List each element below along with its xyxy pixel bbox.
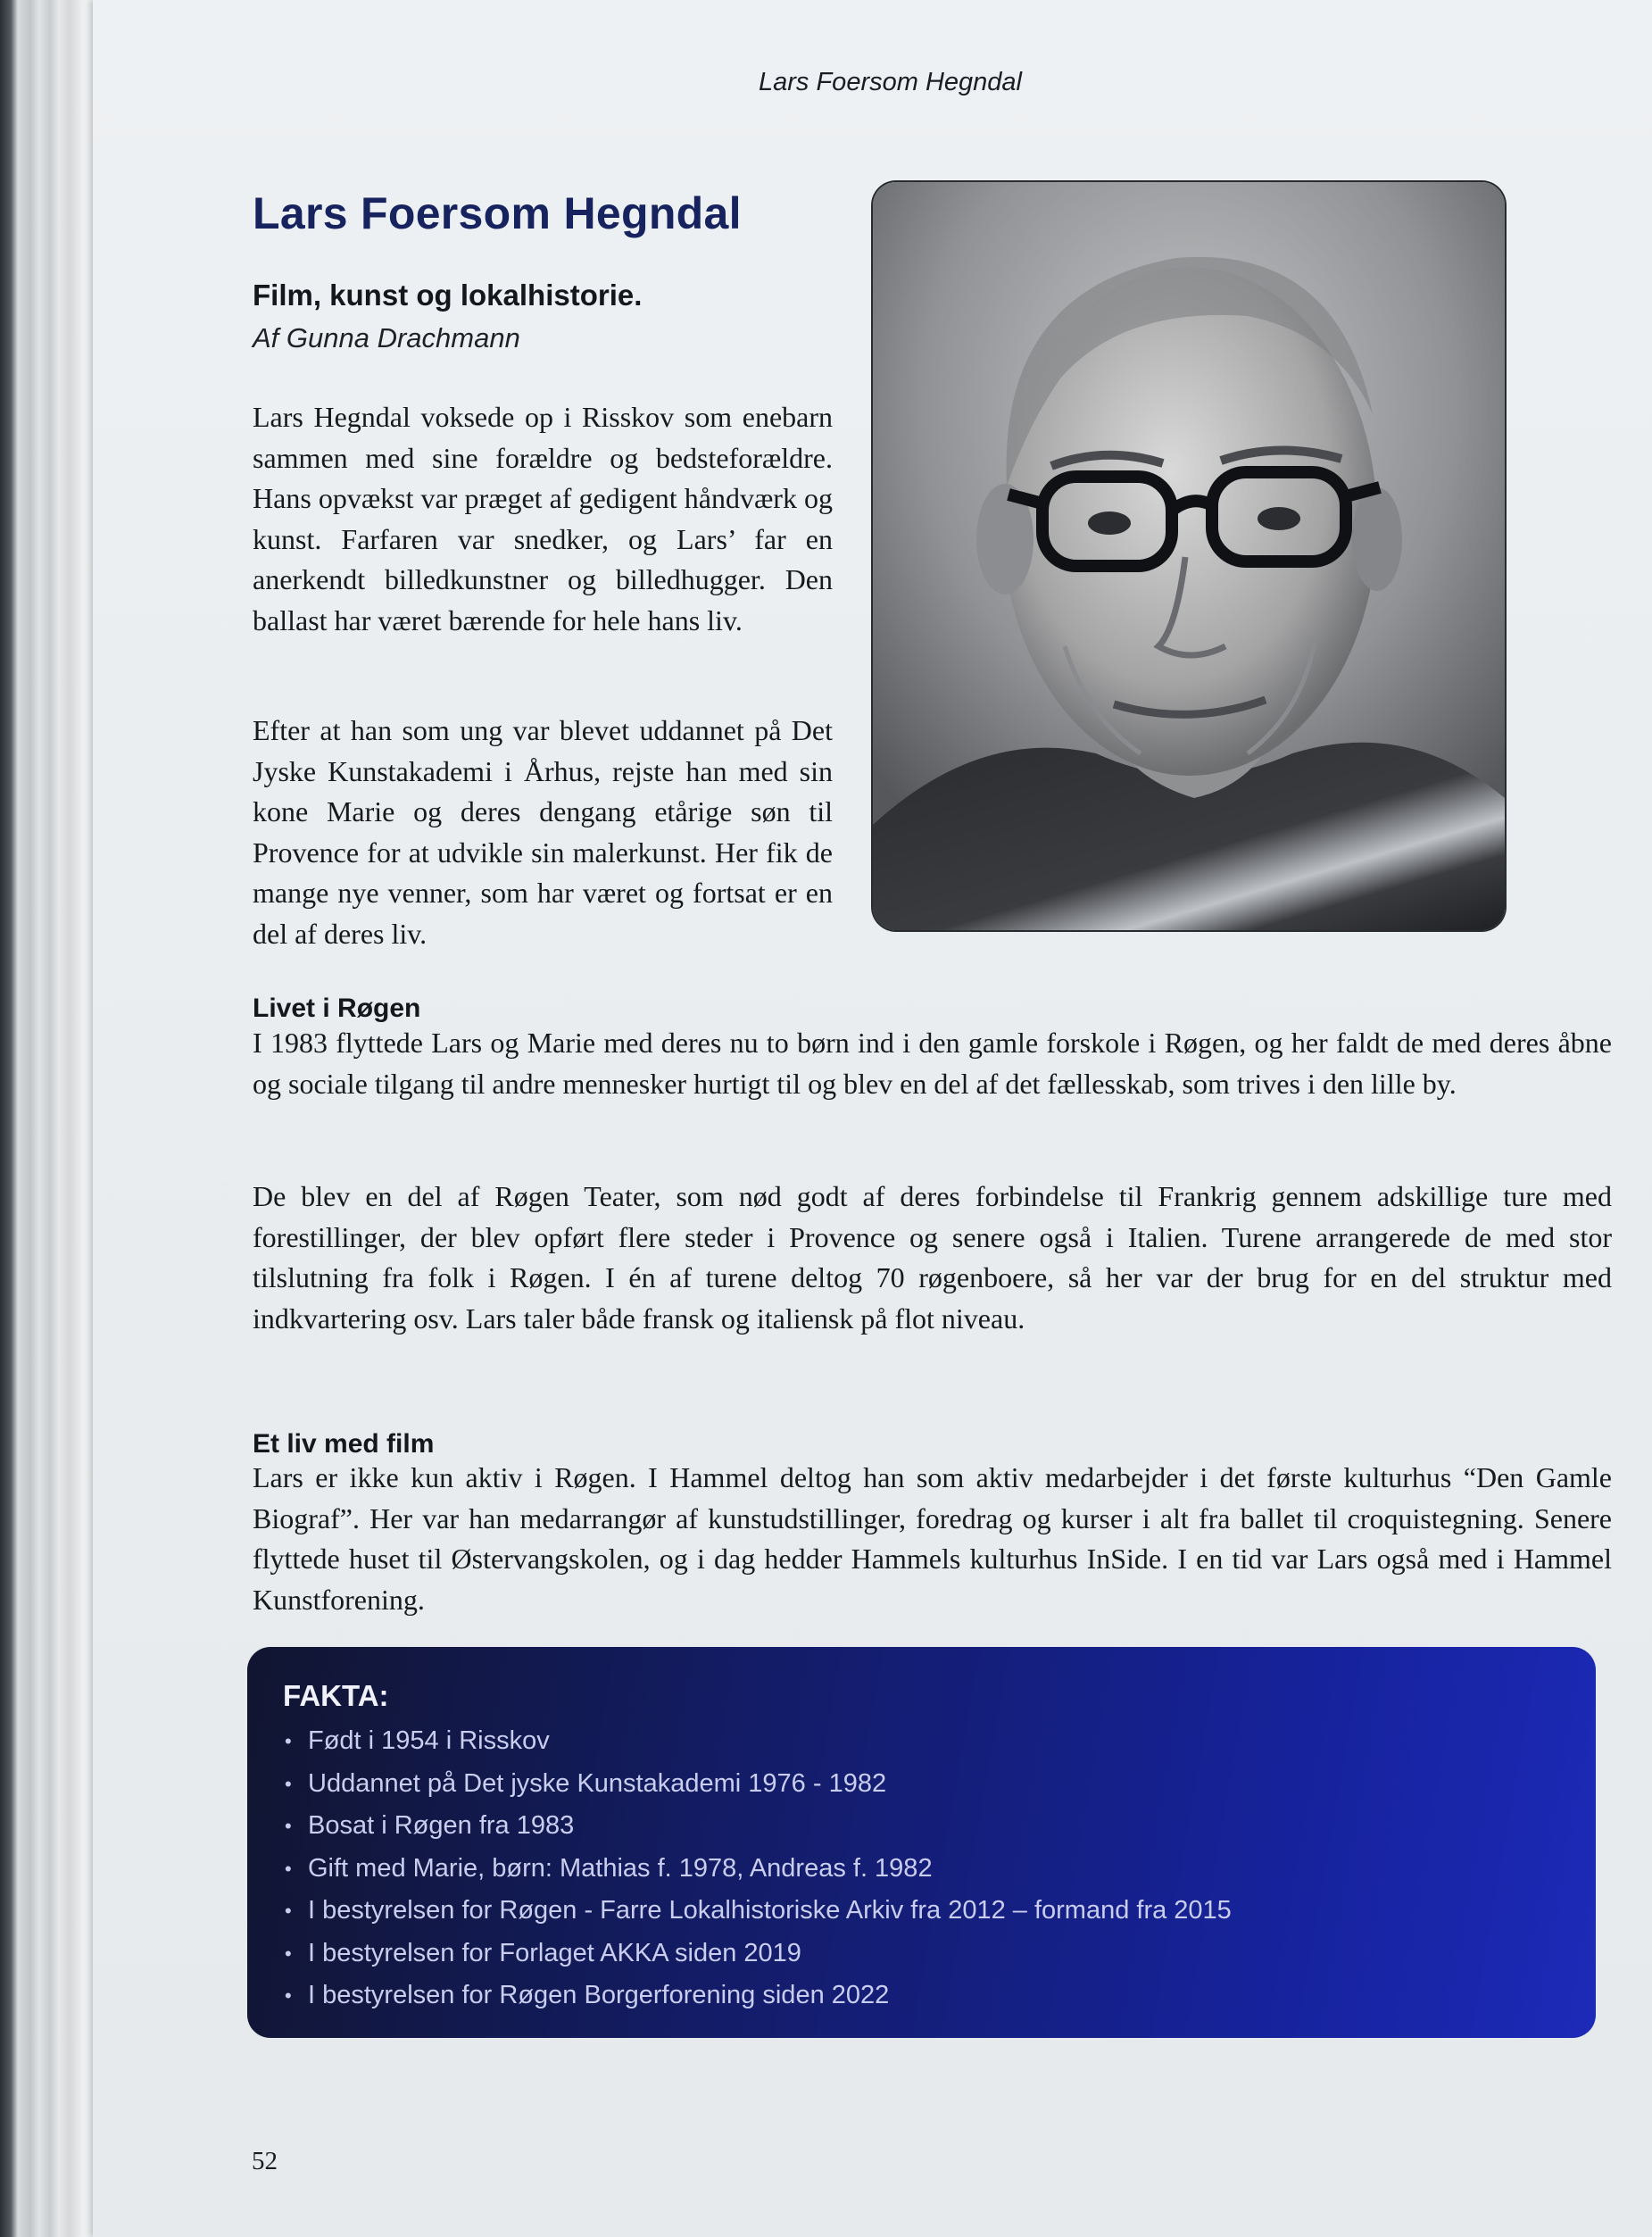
- facts-item: [283, 1763, 1560, 1806]
- running-header: Lars Foersom Hegndal: [759, 68, 1022, 96]
- facts-item: [283, 1848, 1560, 1891]
- section-paragraph: De blev en del af Røgen Teater, som nød godt af deres forbindelse til Frankrig gennem adskillige ture med forestillinger, der blev opført flere steder i Provence og senere også i Italien. Turene arrangerede de med stor tilslutning fra folk i Røgen. I én af turene deltog 70 røgenboere, så her var der brug for en del struktur med indkvartering osv. Lars taler både fransk og italiensk på flot niveau.: [253, 1180, 1612, 1335]
- facts-box: [247, 1647, 1596, 2038]
- facts-title: FAKTA:: [283, 1679, 389, 1712]
- bullet-icon: •: [285, 1942, 292, 1965]
- facts-item-text: I bestyrelsen for Forlaget AKKA siden 2019: [308, 1938, 801, 1967]
- portrait-illustration: [873, 182, 1505, 930]
- article-title: Lars Foersom Hegndal: [253, 188, 742, 238]
- intro-paragraph: Efter at han som ung var blevet uddannet på Det Jyske Kunstakademi i Århus, rejste han med sin kone Marie og deres dengang etårige søn til Provence for at udvikle sin malerkunst. Her fik de mange nye venner, som har været og fortsat er en del af deres liv.: [253, 714, 833, 950]
- section-heading-livet-i-rogen: Livet i Røgen: [253, 994, 421, 1023]
- article-subtitle: Film, kunst og lokalhistorie.: [253, 279, 643, 312]
- section-heading-et-liv-med-film: Et liv med film: [253, 1429, 435, 1459]
- facts-item: [283, 1933, 1560, 1975]
- bullet-icon: •: [285, 1857, 292, 1880]
- facts-item: [283, 1890, 1560, 1933]
- book-page: [93, 0, 1652, 2237]
- facts-item: [283, 1720, 1560, 1763]
- bullet-icon: •: [285, 1815, 292, 1837]
- facts-item-text: Uddannet på Det jyske Kunstakademi 1976 - 1982: [308, 1768, 887, 1798]
- facts-item-text: I bestyrelsen for Røgen - Farre Lokalhistoriske Arkiv fra 2012 – formand fra 2015: [308, 1896, 1232, 1925]
- facts-item-text: Gift med Marie, børn: Mathias f. 1978, Andreas f. 1982: [308, 1853, 933, 1883]
- bullet-icon: •: [285, 1984, 292, 2007]
- intro-paragraph: Lars Hegndal voksede op i Risskov som enebarn sammen med sine forældre og bedsteforældre. Hans opvækst var præget af gedigent håndværk og kunst. Farfaren var snedker, og Lars’ far en anerkendt billedkunstner og billedhugger. Den ballast har været bærende for hele hans liv.: [253, 401, 833, 636]
- facts-item-text: Bosat i Røgen fra 1983: [308, 1811, 575, 1840]
- bullet-icon: •: [285, 1730, 292, 1752]
- page-number: 52: [252, 2147, 278, 2175]
- article-byline: Af Gunna Drachmann: [253, 322, 520, 353]
- facts-item: [283, 1805, 1560, 1848]
- facts-list: [283, 1720, 1560, 2017]
- facts-item: [283, 1975, 1560, 2017]
- section-paragraph: Lars er ikke kun aktiv i Røgen. I Hammel deltog han som aktiv medarbejder i det første kulturhus “Den Gamle Biograf”. Her var han medarrangør af kunstudstillinger, foredrag og kurser i alt fra ballet til croquistegning. Senere flyttede huset til Østervangskolen, og i dag hedder Hammels kulturhus InSide. I en tid var Lars også med i Hammel Kunstforening.: [253, 1461, 1612, 1616]
- facts-item-text: I bestyrelsen for Røgen Borgerforening siden 2022: [308, 1981, 890, 2009]
- bullet-icon: •: [285, 1900, 292, 1922]
- facts-item-text: Født i 1954 i Risskov: [308, 1726, 550, 1755]
- portrait-photo: [873, 182, 1505, 930]
- bullet-icon: •: [285, 1772, 292, 1795]
- section-paragraph: I 1983 flyttede Lars og Marie med deres nu to børn ind i den gamle forskole i Røgen, og her faldt de med deres åbne og sociale tilgang til andre mennesker hurtigt til og blev en del af det fællesskab, som trives i den lille by.: [253, 1027, 1612, 1100]
